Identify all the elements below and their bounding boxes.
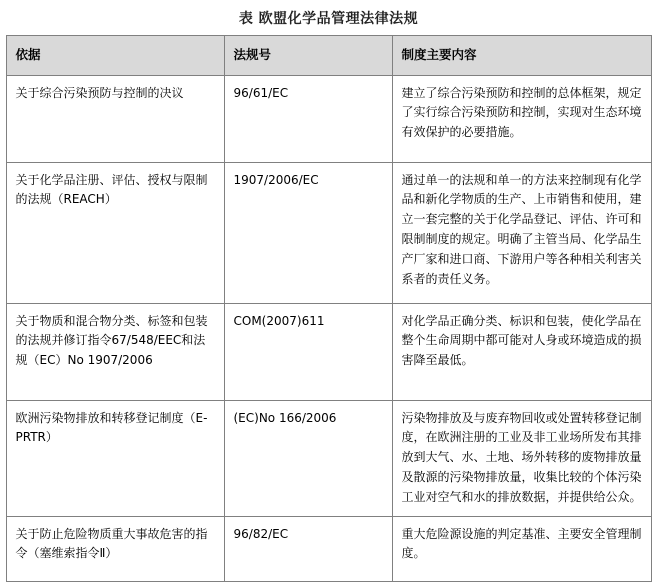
cell-content: 建立了综合污染预防和控制的总体框架，规定了实行综合污染预防和控制，实现对生态环境有效保护的必要措施。 <box>392 75 651 162</box>
cell-number: COM(2007)611 <box>224 303 392 400</box>
cell-content: 污染物排放及与废弃物回收或处置转移登记制度，在欧洲注册的工业及非工业场所发布其排放到大气、水、土地、场外转移的废物排放量及散源的污染物排放量，收集比较的个体污染工业对空气和水的排放数据，并提供给公众。 <box>392 400 651 516</box>
cell-number: 1907/2006/EC <box>224 162 392 303</box>
column-header-number: 法规号 <box>224 36 392 76</box>
table-caption: 表 欧盟化学品管理法律法规 <box>238 11 419 27</box>
cell-basis: 关于防止危险物质重大事故危害的指令（塞维索指令Ⅱ） <box>6 516 224 581</box>
cell-basis: 关于物质和混合物分类、标签和包装的法规并修订指令67/548/EEC和法规（EC）No 1907/2006 <box>6 303 224 400</box>
table-row <box>6 400 651 516</box>
cell-number: (EC)No 166/2006 <box>224 400 392 516</box>
table-row <box>6 75 651 162</box>
cell-basis: 欧洲污染物排放和转移登记制度（E-PRTR） <box>6 400 224 516</box>
table-body <box>6 75 651 581</box>
cell-content: 重大危险源设施的判定基准、主要安全管理制度。 <box>392 516 651 581</box>
column-header-content: 制度主要内容 <box>392 36 651 76</box>
table-row <box>6 516 651 581</box>
column-header-basis: 依据 <box>6 36 224 76</box>
eu-chemicals-regulations-table <box>6 35 652 582</box>
cell-content: 通过单一的法规和单一的方法来控制现有化学品和新化学物质的生产、上市销售和使用，建立一套完整的关于化学品登记、评估、许可和限制制度的规定。明确了主管当局、化学品生产厂家和进口商、下游用户等各种相关利害关系者的责任义务。 <box>392 162 651 303</box>
table-header-row <box>6 36 651 76</box>
cell-number: 96/61/EC <box>224 75 392 162</box>
table-row <box>6 303 651 400</box>
cell-basis: 关于化学品注册、评估、授权与限制的法规（REACH） <box>6 162 224 303</box>
cell-content: 对化学品正确分类、标识和包装，使化学品在整个生命周期中都可能对人身或环境造成的损害降至最低。 <box>392 303 651 400</box>
cell-number: 96/82/EC <box>224 516 392 581</box>
table-header <box>6 36 651 76</box>
cell-basis: 关于综合污染预防与控制的决议 <box>6 75 224 162</box>
table-row <box>6 162 651 303</box>
